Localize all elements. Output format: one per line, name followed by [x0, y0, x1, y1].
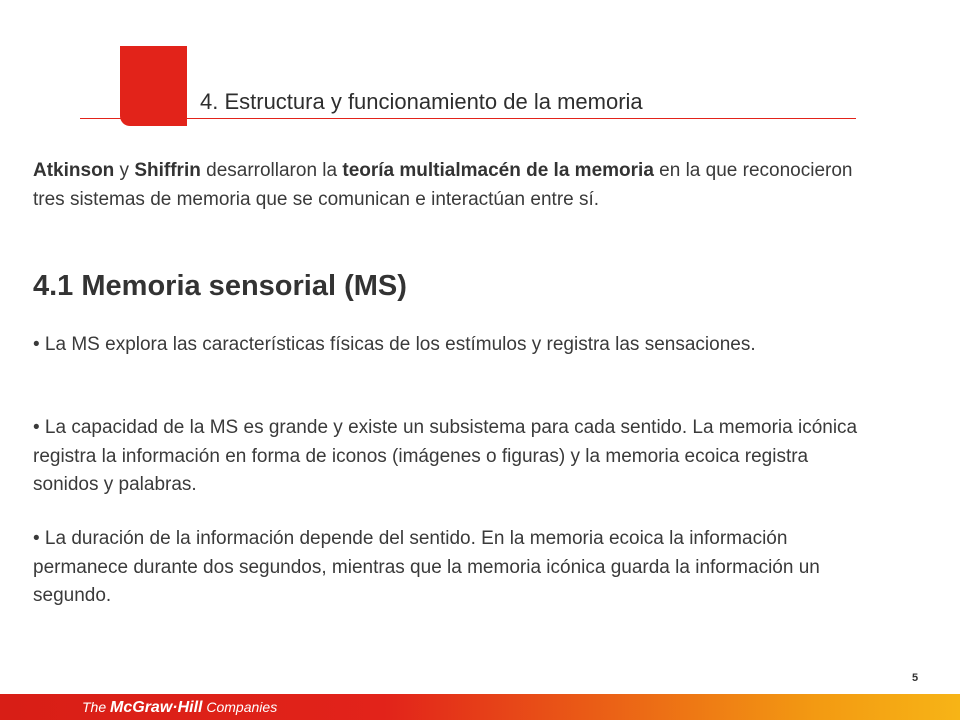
slide-title: 4. Estructura y funcionamiento de la memoria	[200, 89, 643, 114]
author-shiffrin: Shiffrin	[134, 160, 201, 181]
theory-name: teoría multialmacén de la memoria	[342, 160, 654, 181]
intro-text-1: desarrollaron la	[200, 160, 343, 181]
intro-paragraph	[33, 157, 863, 214]
publisher-logo	[82, 699, 277, 717]
section-heading: 4.1 Memoria sensorial (MS)	[33, 270, 407, 302]
footer-bar	[0, 694, 960, 720]
header-rule	[80, 118, 856, 119]
logo-suffix: Companies	[202, 699, 278, 715]
intro-conjunction: y	[114, 160, 135, 181]
red-header-tab	[120, 46, 187, 126]
bullet-item-1: • La MS explora las características físicas de los estímulos y registra las sensaciones.	[33, 334, 756, 355]
bullet-item-2: • La capacidad de la MS es grande y existe un subsistema para cada sentido. La memoria icónica registra la información en forma de iconos (imágenes o figuras) y la memoria ecoica registra sonidos y palabras.	[33, 417, 858, 495]
page-number: 5	[912, 672, 919, 684]
intro-text-2: en la que reconocieron tres sistemas de memoria que se comunican e interactúan entre sí.	[33, 160, 853, 210]
logo-brand: McGraw·Hill	[110, 699, 203, 716]
logo-prefix: The	[82, 699, 111, 715]
bullet-item-3: • La duración de la información depende del sentido. En la memoria ecoica la información permanece durante dos segundos, mientras que la memoria icónica guarda la información un segundo.	[33, 528, 820, 606]
author-atkinson: Atkinson	[33, 160, 115, 181]
